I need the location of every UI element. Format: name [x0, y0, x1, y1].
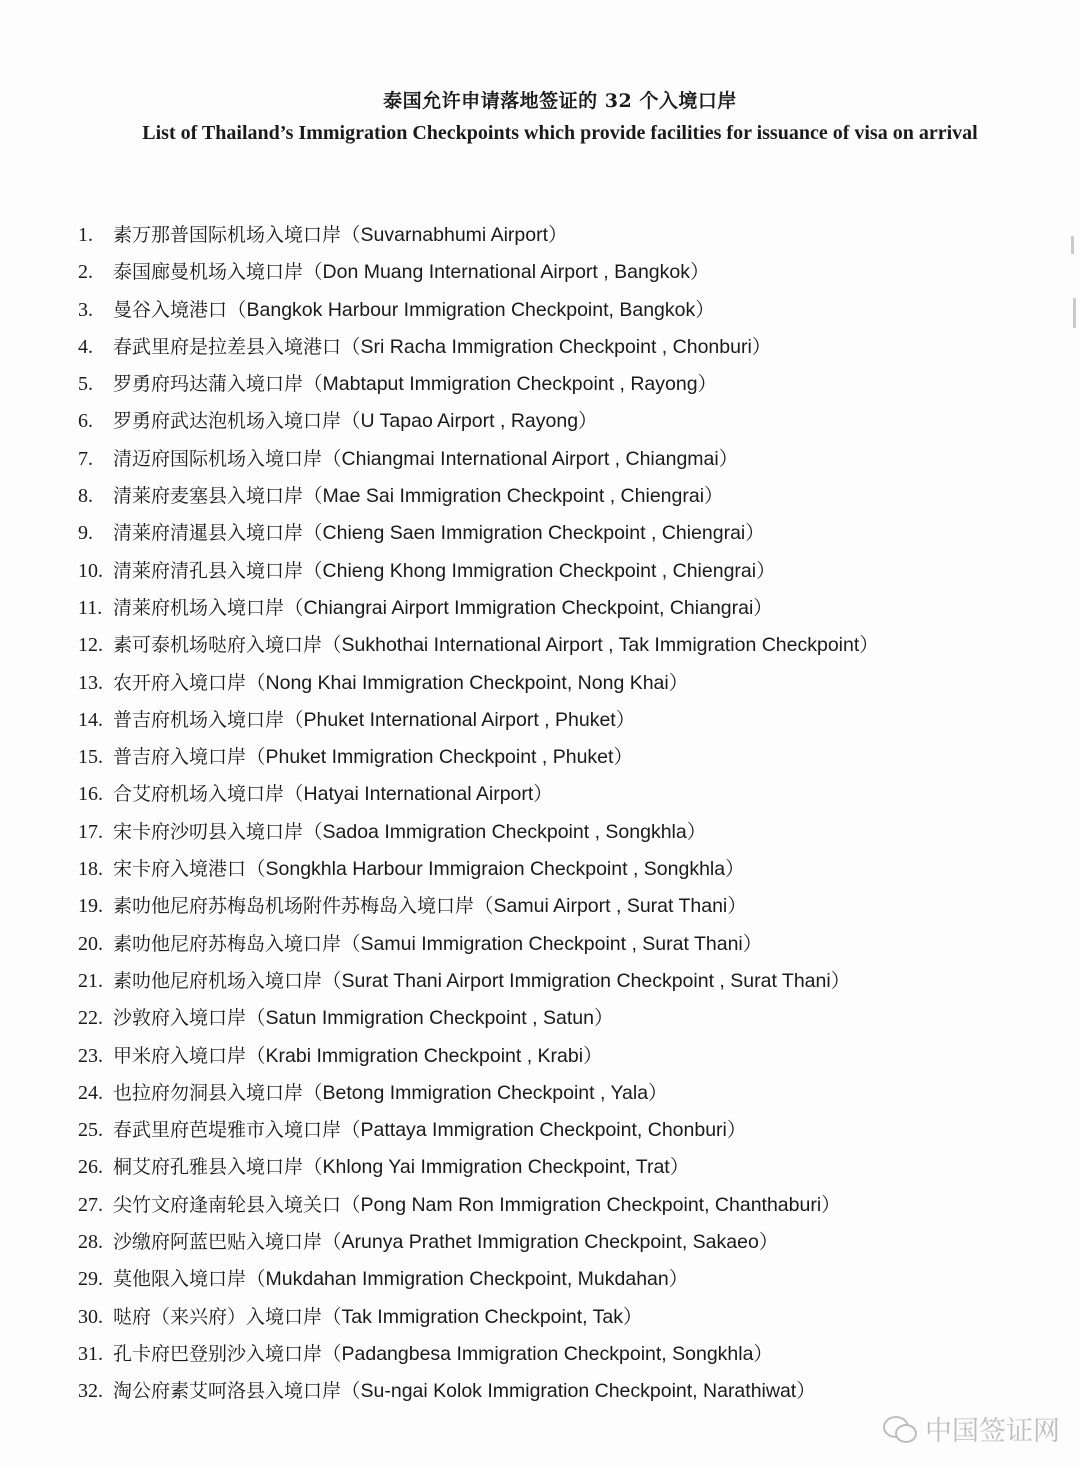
item-number: 18.: [78, 858, 103, 881]
item-number: 1.: [78, 224, 93, 246]
checkpoint-name-chinese: 淘公府素艾呵洛县入境口岸: [113, 1380, 342, 1403]
checkpoint-name-chinese: 哒府（来兴府）入境口岸: [113, 1305, 323, 1328]
list-item: [0, 1150, 1080, 1187]
watermark: [883, 1409, 1060, 1448]
item-text: [113, 1113, 746, 1147]
checkpoint-name-english: （Suvarnabhumi Airport）: [341, 224, 568, 246]
item-text: [113, 554, 776, 588]
checkpoint-name-chinese: 沙缴府阿蓝巴贴入境口岸: [113, 1231, 323, 1254]
list-item: [0, 1076, 1080, 1113]
item-text: [113, 330, 771, 364]
checkpoint-list: [0, 218, 1080, 1412]
checkpoint-name-chinese: 春武里府芭堤雅市入境口岸: [113, 1119, 342, 1142]
checkpoint-name-chinese: 罗勇府玛达蒲入境口岸: [113, 373, 304, 396]
list-item: [0, 554, 1080, 591]
item-number: 21.: [78, 969, 103, 992]
item-number: 20.: [78, 932, 103, 955]
item-text: [113, 1262, 688, 1296]
list-item: [0, 628, 1080, 665]
list-item: [0, 367, 1080, 404]
item-text: [113, 1188, 841, 1222]
checkpoint-name-english: （Padangbesa Immigration Checkpoint, Songkhla）: [322, 1342, 773, 1365]
checkpoint-name-chinese: 清莱府清暹县入境口岸: [113, 522, 304, 545]
checkpoint-name-chinese: 素叻他尼府苏梅岛机场附件苏梅岛入境口岸: [113, 895, 475, 918]
item-text: [113, 367, 717, 401]
list-item: [0, 740, 1080, 777]
item-text: [113, 889, 747, 923]
checkpoint-name-english: （Chieng Khong Immigration Checkpoint , Chiengrai）: [303, 559, 776, 582]
checkpoint-name-english: （Nong Khai Immigration Checkpoint, Nong Khai）: [246, 671, 689, 694]
checkpoint-name-chinese: 素可泰机场哒府入境口岸: [113, 634, 323, 657]
list-item: [0, 442, 1080, 479]
checkpoint-name-chinese: 桐艾府孔雅县入境口岸: [113, 1156, 304, 1179]
list-item: [0, 889, 1080, 926]
checkpoint-name-chinese: 沙敦府入境口岸: [113, 1007, 247, 1030]
list-item: [0, 777, 1080, 814]
checkpoint-name-chinese: 甲米府入境口岸: [113, 1044, 247, 1067]
title-chinese: 泰国允许申请落地签证的 32 个入境口岸: [383, 90, 737, 112]
item-number: 4.: [78, 335, 93, 358]
checkpoint-name-chinese: 曼谷入境港口: [113, 298, 228, 321]
item-text: [113, 516, 765, 550]
checkpoint-name-english: （U Tapao Airport , Rayong）: [341, 410, 598, 433]
item-text: [113, 218, 568, 252]
item-number: 27.: [78, 1193, 103, 1216]
list-item: [0, 1225, 1080, 1262]
checkpoint-name-english: （Tak Immigration Checkpoint, Tak）: [322, 1305, 643, 1328]
item-number: 7.: [78, 447, 93, 470]
list-item: [0, 852, 1080, 889]
list-item: [0, 330, 1080, 367]
checkpoint-name-english: （Bangkok Harbour Immigration Checkpoint, Bangkok）: [227, 298, 715, 321]
item-text: [113, 442, 738, 476]
checkpoint-name-english: （Mabtaput Immigration Checkpoint , Rayong）: [303, 373, 718, 396]
item-number: 28.: [78, 1231, 103, 1254]
list-item: [0, 1374, 1080, 1411]
item-number: 6.: [78, 410, 93, 433]
item-number: 25.: [78, 1119, 103, 1142]
checkpoint-name-chinese: 宋卡府入境港口: [113, 858, 247, 881]
item-number: 31.: [78, 1342, 103, 1365]
item-number: 9.: [78, 522, 93, 545]
item-text: [113, 1150, 689, 1184]
item-text: [113, 255, 710, 289]
list-item: [0, 1262, 1080, 1299]
checkpoint-name-english: （Krabi Immigration Checkpoint , Krabi）: [246, 1044, 603, 1067]
checkpoint-name-english: （Mukdahan Immigration Checkpoint, Mukdahan）: [246, 1268, 689, 1291]
checkpoint-name-english: （Khlong Yai Immigration Checkpoint, Trat）: [303, 1156, 690, 1179]
item-text: [113, 479, 724, 513]
item-text: [113, 591, 773, 625]
checkpoint-name-english: （Pong Nam Ron Immigration Checkpoint, Chanthaburi）: [341, 1193, 841, 1216]
list-item: [0, 1188, 1080, 1225]
list-item: [0, 479, 1080, 516]
checkpoint-name-chinese: 也拉府勿洞县入境口岸: [113, 1081, 304, 1104]
item-number: 26.: [78, 1156, 103, 1179]
checkpoint-name-chinese: 清迈府国际机场入境口岸: [113, 447, 323, 470]
item-text: [113, 927, 762, 961]
item-text: [113, 1076, 668, 1110]
checkpoint-name-english: （Songkhla Harbour Immigraion Checkpoint , Songkhla）: [246, 858, 745, 881]
checkpoint-name-english: （Betong Immigration Checkpoint , Yala）: [303, 1081, 668, 1104]
checkpoint-name-chinese: 清莱府清孔县入境口岸: [113, 559, 304, 582]
item-number: 12.: [78, 634, 103, 657]
list-item: [0, 1001, 1080, 1038]
item-number: 19.: [78, 895, 103, 918]
item-number: 11.: [78, 596, 103, 619]
item-number: 14.: [78, 708, 103, 731]
checkpoint-name-english: （Chiangrai Airport Immigration Checkpoint, Chiangrai）: [284, 596, 773, 619]
checkpoint-name-chinese: 宋卡府沙叨县入境口岸: [113, 820, 304, 843]
list-item: [0, 703, 1080, 740]
item-text: [113, 815, 706, 849]
watermark-text: 中国签证网: [925, 1416, 1060, 1447]
item-text: [113, 1337, 773, 1371]
item-text: [113, 404, 598, 438]
checkpoint-name-english: （Hatyai International Airport）: [284, 783, 553, 806]
checkpoint-name-chinese: 莫他限入境口岸: [113, 1268, 247, 1291]
checkpoint-name-english: （Su-ngai Kolok Immigration Checkpoint, Narathiwat）: [341, 1380, 816, 1403]
item-number: 15.: [78, 746, 103, 769]
list-item: [0, 218, 1080, 255]
item-number: 5.: [78, 373, 93, 396]
item-text: [113, 852, 745, 886]
checkpoint-name-english: （Mae Sai Immigration Checkpoint , Chiengrai）: [303, 485, 724, 508]
checkpoint-name-chinese: 素叻他尼府苏梅岛入境口岸: [113, 932, 342, 955]
item-text: [113, 1039, 603, 1073]
item-text: [113, 740, 633, 774]
item-number: 3.: [78, 298, 93, 321]
list-item: [0, 1039, 1080, 1076]
checkpoint-name-english: （Satun Immigration Checkpoint , Satun）: [246, 1007, 614, 1030]
checkpoint-name-chinese: 合艾府机场入境口岸: [113, 783, 285, 806]
checkpoint-name-chinese: 农开府入境口岸: [113, 671, 247, 694]
checkpoint-name-english: （Samui Immigration Checkpoint , Surat Thani）: [341, 932, 763, 955]
checkpoint-name-chinese: 素叻他尼府机场入境口岸: [113, 969, 323, 992]
item-text: [113, 1225, 778, 1259]
checkpoint-name-chinese: 泰国廊曼机场入境口岸: [113, 261, 304, 284]
checkpoint-name-chinese: 清莱府麦塞县入境口岸: [113, 485, 304, 508]
checkpoint-name-chinese: 普吉府机场入境口岸: [113, 708, 285, 731]
checkpoint-name-english: （Samui Airport , Surat Thani）: [474, 895, 747, 918]
item-text: [113, 964, 850, 998]
item-number: 29.: [78, 1268, 103, 1291]
checkpoint-name-english: （Arunya Prathet Immigration Checkpoint, Sakaeo）: [322, 1231, 779, 1254]
list-item: [0, 591, 1080, 628]
item-text: [113, 1001, 613, 1035]
checkpoint-name-english: （Sukhothai International Airport , Tak Immigration Checkpoint）: [322, 634, 879, 657]
checkpoint-name-english: （Sadoa Immigration Checkpoint , Songkhla）: [303, 820, 707, 843]
scan-mark: [1071, 236, 1074, 254]
item-text: [113, 293, 715, 327]
list-item: [0, 666, 1080, 703]
title-english: List of Thailand’s Immigration Checkpoints which provide facilities for issuance of visa on arrival: [142, 122, 978, 144]
item-number: 10.: [78, 559, 103, 582]
list-item: [0, 1113, 1080, 1150]
checkpoint-name-chinese: 罗勇府武达泡机场入境口岸: [113, 410, 342, 433]
item-number: 24.: [78, 1081, 103, 1104]
checkpoint-name-english: （Sri Racha Immigration Checkpoint , Chonburi）: [341, 335, 772, 358]
item-number: 16.: [78, 783, 103, 806]
list-item: [0, 1337, 1080, 1374]
item-number: 2.: [78, 261, 93, 284]
item-number: 8.: [78, 485, 93, 508]
list-item: [0, 815, 1080, 852]
checkpoint-name-chinese: 清莱府机场入境口岸: [113, 596, 285, 619]
item-number: 30.: [78, 1305, 103, 1328]
item-text: [113, 1300, 642, 1334]
item-text: [113, 628, 879, 662]
checkpoint-name-chinese: 素万那普国际机场入境口岸: [113, 224, 342, 246]
item-text: [113, 1374, 816, 1408]
checkpoint-name-english: （Pattaya Immigration Checkpoint, Chonburi）: [341, 1119, 747, 1142]
scan-mark: [1073, 298, 1076, 328]
item-text: [113, 777, 553, 811]
list-item: [0, 1300, 1080, 1337]
checkpoint-name-chinese: 普吉府入境口岸: [113, 746, 247, 769]
checkpoint-name-english: （Phuket International Airport , Phuket）: [284, 708, 636, 731]
list-item: [0, 404, 1080, 441]
item-number: 17.: [78, 820, 103, 843]
item-number: 13.: [78, 671, 103, 694]
wechat-icon: [883, 1414, 917, 1444]
item-text: [113, 703, 635, 737]
checkpoint-name-english: （Chieng Saen Immigration Checkpoint , Chiengrai）: [303, 522, 765, 545]
checkpoint-name-chinese: 尖竹文府逢南轮县入境关口: [113, 1193, 342, 1216]
list-item: [0, 927, 1080, 964]
checkpoint-name-english: （Chiangmai International Airport , Chiangmai）: [322, 447, 739, 470]
list-item: [0, 516, 1080, 553]
list-item: [0, 293, 1080, 330]
checkpoint-name-english: （Phuket Immigration Checkpoint , Phuket）: [246, 746, 633, 769]
checkpoint-name-english: （Don Muang International Airport , Bangkok）: [303, 261, 710, 284]
item-number: 23.: [78, 1044, 103, 1067]
item-text: [113, 666, 688, 700]
checkpoint-name-chinese: 春武里府是拉差县入境港口: [113, 335, 342, 358]
item-number: 32.: [78, 1380, 103, 1403]
item-number: 22.: [78, 1007, 103, 1030]
checkpoint-name-chinese: 孔卡府巴登别沙入境口岸: [113, 1342, 323, 1365]
checkpoint-name-english: （Surat Thani Airport Immigration Checkpoint , Surat Thani）: [322, 969, 851, 992]
list-item: [0, 964, 1080, 1001]
list-item: [0, 255, 1080, 292]
